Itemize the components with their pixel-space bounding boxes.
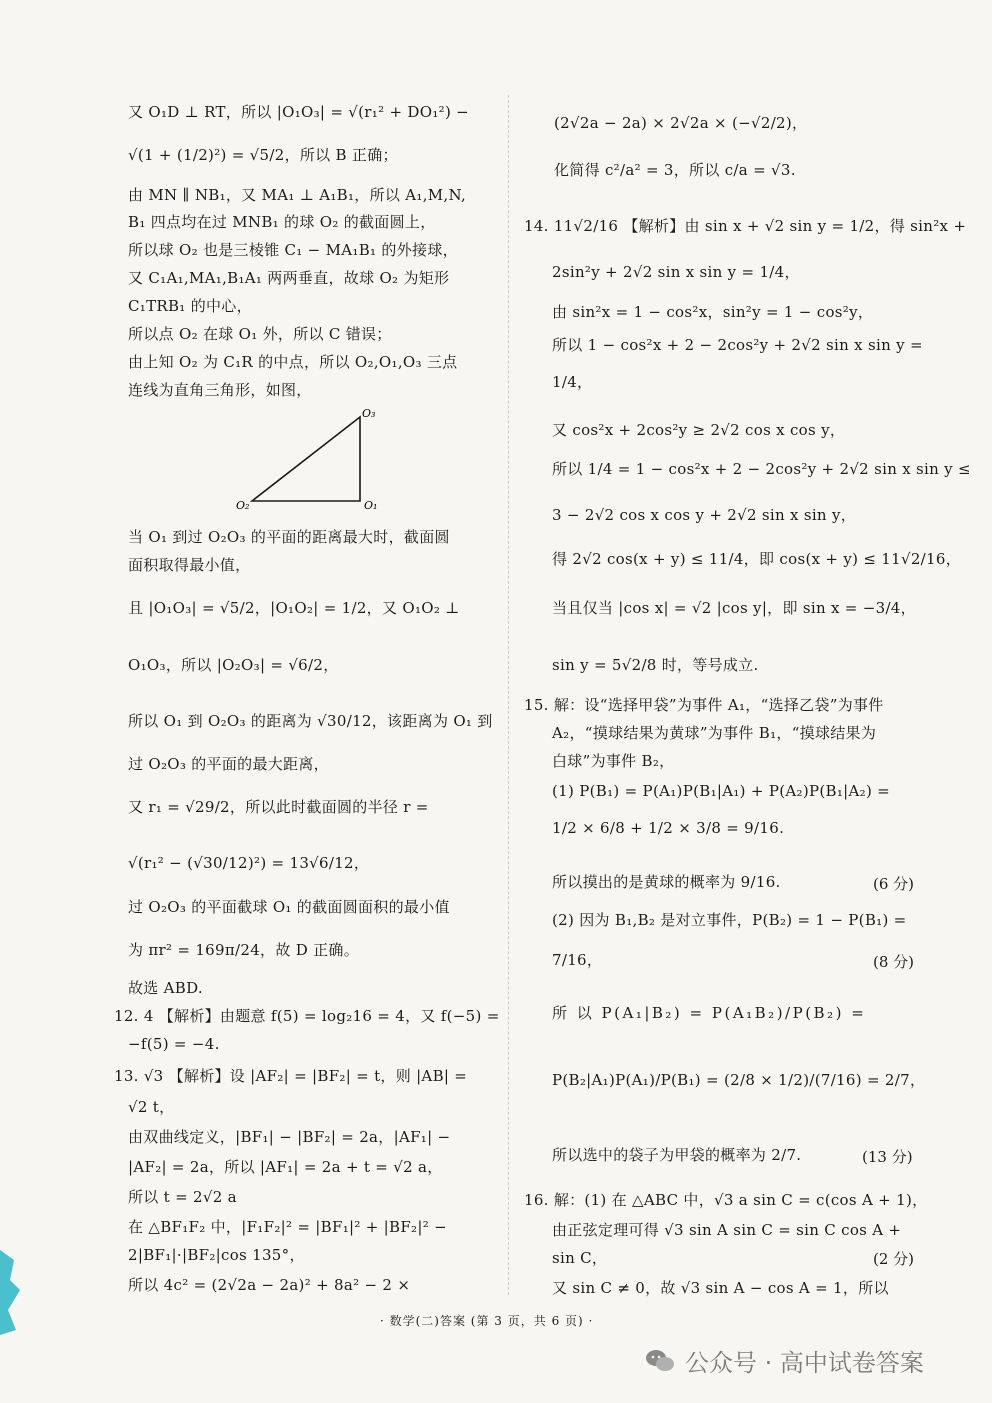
text-line: 12. 4 【解析】由题意 f(5) = log₂16 = 4，又 f(−5) =: [114, 1007, 500, 1025]
text-line: sin y = 5√2/8 时，等号成立.: [552, 656, 759, 674]
text-line: 由上知 O₂ 为 C₁R 的中点，所以 O₂,O₁,O₃ 三点: [128, 353, 458, 371]
text-line: 所以点 O₂ 在球 O₁ 外，所以 C 错误；: [128, 325, 392, 343]
text-line: 连线为直角三角形，如图，: [128, 381, 312, 399]
score-label: (8 分): [873, 953, 915, 971]
text-line: √(1 + (1/2)²) = √5/2，所以 B 正确；: [128, 146, 398, 164]
wechat-icon: [645, 1348, 675, 1374]
text-line: 当且仅当 |cos x| = √2 |cos y|，即 sin x = −3/4，: [552, 599, 916, 617]
score-label: (6 分): [873, 875, 915, 893]
text-line: 又 C₁A₁,MA₁,B₁A₁ 两两垂直，故球 O₂ 为矩形: [128, 269, 450, 287]
page-footer: · 数学(二)答案 (第 3 页，共 6 页) ·: [380, 1314, 594, 1328]
text-line: 2|BF₁|·|BF₂|cos 135°，: [128, 1246, 305, 1264]
text-line: 由正弦定理可得 √3 sin A sin C = sin C cos A +: [552, 1221, 902, 1239]
text-line: 由双曲线定义，|BF₁| − |BF₂| = 2a，|AF₁| −: [128, 1128, 451, 1146]
text-line: 且 |O₁O₃| = √5/2，|O₁O₂| = 1/2，又 O₁O₂ ⊥: [128, 599, 460, 617]
text-line: 白球”为事件 B₂，: [552, 752, 675, 770]
text-line: 所 以 P(A₁|B₂) = P(A₁B₂)/P(B₂) =: [552, 1004, 867, 1022]
text-line: sin C，: [552, 1249, 608, 1267]
text-line: C₁TRB₁ 的中心，: [128, 297, 252, 315]
text-line: 得 2√2 cos(x + y) ≤ 11/4，即 cos(x + y) ≤ 11√2/16，: [552, 550, 962, 568]
text-line: B₁ 四点均在过 MNB₁ 的球 O₂ 的截面圆上，: [128, 213, 436, 231]
text-line: |AF₂| = 2a，所以 |AF₁| = 2a + t = √2 a，: [128, 1158, 443, 1176]
text-line: 面积取得最小值，: [128, 556, 251, 574]
text-line: 当 O₁ 到过 O₂O₃ 的平面的距离最大时，截面圆: [128, 528, 450, 546]
text-line: 16. 解：(1) 在 △ABC 中，√3 a sin C = c(cos A + 1)，: [524, 1191, 928, 1209]
watermark: [645, 1343, 924, 1378]
text-line: 所以 1 − cos²x + 2 − 2cos²y + 2√2 sin x sin y =: [552, 336, 923, 354]
text-line: 故选 ABD.: [128, 979, 203, 997]
text-line: (1) P(B₁) = P(A₁)P(B₁|A₁) + P(A₂)P(B₁|A₂) =: [552, 782, 891, 800]
text-line: 所以摸出的是黄球的概率为 9/16.: [552, 873, 781, 891]
score-label: (2 分): [873, 1250, 915, 1268]
text-line: 13. √3 【解析】设 |AF₂| = |BF₂| = t，则 |AB| =: [114, 1067, 468, 1085]
text-line: O₁O₃，所以 |O₂O₃| = √6/2，: [128, 656, 339, 674]
text-line: 2sin²y + 2√2 sin x sin y = 1/4，: [552, 263, 800, 281]
text-line: P(B₂|A₁)P(A₁)/P(B₁) = (2/8 × 1/2)/(7/16) = 2/7，: [552, 1071, 926, 1089]
text-line: 为 πr² = 169π/24，故 D 正确。: [128, 941, 360, 959]
text-line: 1/4，: [552, 373, 593, 391]
text-line: √2 t，: [128, 1098, 175, 1116]
triangle-shape: [252, 417, 360, 501]
column-divider: [508, 95, 509, 1295]
text-line: −f(5) = −4.: [128, 1035, 220, 1053]
figure-label-o2: O₂: [236, 499, 250, 512]
text-line: 由 MN ∥ NB₁，又 MA₁ ⊥ A₁B₁，所以 A₁,M,N,: [128, 186, 467, 204]
text-line: 1/2 × 6/8 + 1/2 × 3/8 = 9/16.: [552, 819, 785, 837]
figure-label-o3: O₃: [362, 407, 376, 420]
text-line: 所以选中的袋子为甲袋的概率为 2/7.: [552, 1146, 802, 1164]
text-line: 过 O₂O₃ 的平面截球 O₁ 的截面圆面积的最小值: [128, 898, 450, 916]
score-label: (13 分): [862, 1148, 913, 1166]
text-line: 又 sin C ≠ 0，故 √3 sin A − cos A = 1，所以: [552, 1279, 889, 1297]
right-triangle-figure: [230, 405, 390, 515]
watermark-text: 公众号 · 高中试卷答案: [685, 1349, 924, 1377]
text-line: 7/16，: [552, 951, 603, 969]
text-line: 又 cos²x + 2cos²y ≥ 2√2 cos x cos y，: [552, 421, 846, 439]
text-line: (2) 因为 B₁,B₂ 是对立事件，P(B₂) = 1 − P(B₁) =: [552, 911, 907, 929]
text-line: 所以 4c² = (2√2a − 2a)² + 8a² − 2 ×: [128, 1276, 411, 1294]
text-line: 又 r₁ = √29/2，所以此时截面圆的半径 r =: [128, 798, 429, 816]
text-line: 化简得 c²/a² = 3，所以 c/a = √3.: [554, 161, 796, 179]
text-line: 14. 11√2/16 【解析】由 sin x + √2 sin y = 1/2，得 sin²x +: [524, 217, 967, 235]
text-line: 15. 解：设“选择甲袋”为事件 A₁，“选择乙袋”为事件: [524, 696, 884, 714]
text-line: 由 sin²x = 1 − cos²x，sin²y = 1 − cos²y，: [552, 303, 874, 321]
text-line: 所以 t = 2√2 a: [128, 1188, 237, 1206]
text-line: 又 O₁D ⊥ RT，所以 |O₁O₃| = √(r₁² + DO₁²) −: [128, 103, 470, 121]
figure-label-o1: O₁: [364, 499, 378, 512]
text-line: √(r₁² − (√30/12)²) = 13√6/12，: [128, 854, 370, 872]
text-line: 所以 1/4 = 1 − cos²x + 2 − 2cos²y + 2√2 sin x sin y ≤: [552, 460, 971, 478]
text-line: 过 O₂O₃ 的平面的最大距离，: [128, 755, 329, 773]
text-line: 3 − 2√2 cos x cos y + 2√2 sin x sin y，: [552, 506, 857, 524]
text-line: 所以 O₁ 到 O₂O₃ 的距离为 √30/12，该距离为 O₁ 到: [128, 712, 493, 730]
text-line: 所以球 O₂ 也是三棱锥 C₁ − MA₁B₁ 的外接球，: [128, 241, 458, 259]
scan-artifact: [0, 1240, 40, 1340]
text-line: 在 △BF₁F₂ 中，|F₁F₂|² = |BF₁|² + |BF₂|² −: [128, 1218, 447, 1236]
text-line: (2√2a − 2a) × 2√2a × (−√2/2)，: [554, 114, 808, 132]
text-line: A₂，“摸球结果为黄球”为事件 B₁，“摸球结果为: [552, 724, 877, 742]
